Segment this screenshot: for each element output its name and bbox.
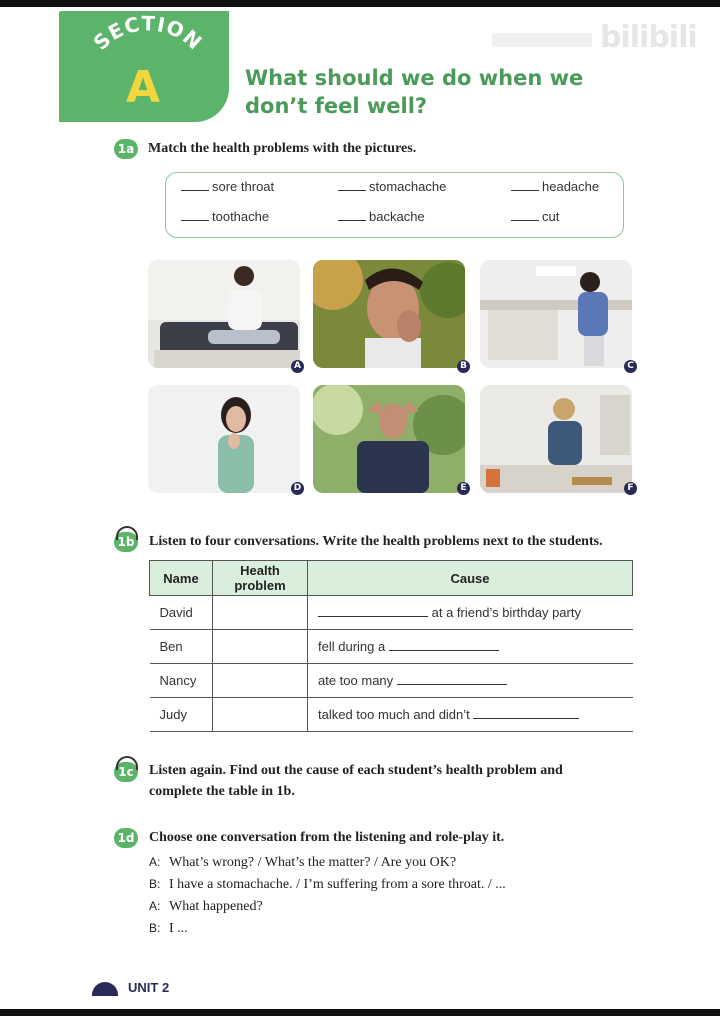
table-header-cause: Cause <box>308 561 633 596</box>
row-problem-blank[interactable] <box>213 596 308 630</box>
activity-1b-label: 1b <box>114 532 138 552</box>
row-cause: ate too many <box>308 664 633 698</box>
activity-1b-instruction: Listen to four conversations. Write the health problems next to the students. <box>149 534 603 549</box>
word-backache: backache <box>338 209 425 224</box>
row-problem-blank[interactable] <box>213 664 308 698</box>
row-problem-blank[interactable] <box>213 698 308 732</box>
cause-blank[interactable] <box>318 616 428 617</box>
row-cause: talked too much and didn’t <box>308 698 633 732</box>
row-name: Nancy <box>150 664 213 698</box>
picture-f <box>480 385 632 493</box>
word-sore-throat: sore throat <box>181 179 274 194</box>
health-problem-table <box>149 560 633 732</box>
unit-label: UNIT 2 <box>128 980 170 995</box>
picture-b-letter: B <box>457 360 470 373</box>
row-name: Ben <box>150 630 213 664</box>
bottom-bar <box>0 1009 720 1016</box>
row-cause: fell during a <box>308 630 633 664</box>
picture-e <box>313 385 465 493</box>
word-cut: cut <box>511 209 559 224</box>
picture-c-letter: C <box>624 360 637 373</box>
picture-b <box>313 260 465 368</box>
page-title: What should we do when we don’t feel well? <box>245 66 584 118</box>
activity-1c-instruction-line2: complete the table in 1b. <box>149 784 295 799</box>
table-row <box>150 698 633 732</box>
row-name: David <box>150 596 213 630</box>
cause-blank[interactable] <box>397 684 507 685</box>
section-letter: A <box>126 62 161 113</box>
table-row <box>150 664 633 698</box>
table-row <box>150 630 633 664</box>
activity-1a-instruction: Match the health problems with the pictures. <box>148 141 417 156</box>
dialog-line: B: I have a stomachache. / I’m suffering from a sore throat. / ... <box>149 877 506 892</box>
table-header-problem: Health problem <box>213 561 308 596</box>
dialog-line: A: What’s wrong? / What’s the matter? / Are you OK? <box>149 855 457 870</box>
answer-blank[interactable] <box>338 190 366 191</box>
cause-blank[interactable] <box>473 718 579 719</box>
answer-blank[interactable] <box>338 220 366 221</box>
watermark: bilibili <box>600 20 697 55</box>
picture-d-letter: D <box>291 482 304 495</box>
table-header-name: Name <box>150 561 213 596</box>
picture-d <box>148 385 300 493</box>
activity-1c-instruction-line1: Listen again. Find out the cause of each student’s health problem and <box>149 763 563 778</box>
word-toothache: toothache <box>181 209 269 224</box>
answer-blank[interactable] <box>181 220 209 221</box>
row-name: Judy <box>150 698 213 732</box>
activity-1d-label: 1d <box>114 828 138 848</box>
answer-blank[interactable] <box>181 190 209 191</box>
top-bar <box>0 0 720 7</box>
picture-c <box>480 260 632 368</box>
dialog-line: B: I ... <box>149 921 188 936</box>
svg-text:SECTION: SECTION <box>88 11 208 55</box>
activity-1a-label: 1a <box>114 139 138 159</box>
answer-blank[interactable] <box>511 220 539 221</box>
word-stomachache: stomachache <box>338 179 446 194</box>
cause-blank[interactable] <box>389 650 499 651</box>
table-row <box>150 596 633 630</box>
picture-a <box>148 260 300 368</box>
unit-icon <box>92 982 118 996</box>
watermark-tag <box>492 33 592 47</box>
row-cause: at a friend’s birthday party <box>308 596 633 630</box>
answer-blank[interactable] <box>511 190 539 191</box>
word-headache: headache <box>511 179 599 194</box>
activity-1d-instruction: Choose one conversation from the listening and role-play it. <box>149 830 505 845</box>
activity-1c-label: 1c <box>114 762 138 782</box>
picture-a-letter: A <box>291 360 304 373</box>
picture-f-letter: F <box>624 482 637 495</box>
dialog-line: A: What happened? <box>149 899 263 914</box>
picture-e-letter: E <box>457 482 470 495</box>
row-problem-blank[interactable] <box>213 630 308 664</box>
